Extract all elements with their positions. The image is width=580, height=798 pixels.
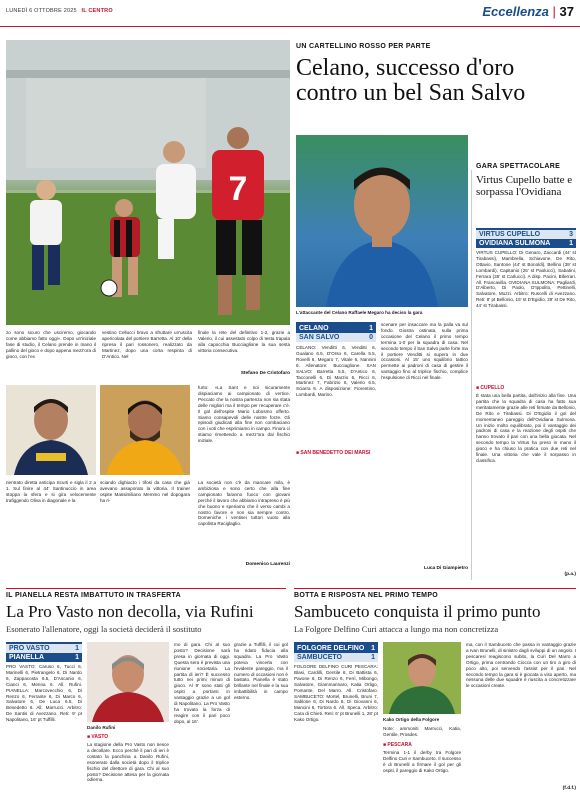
bottom-right-score-home [294,644,378,653]
player-photo-right [100,385,190,475]
bottom-left-place: ■ VASTO [87,734,109,740]
bottom-right-score-away [294,653,378,662]
bottom-left-deck: Esonerato l'allenatore, oggi la società deciderà il sostituto [6,624,202,634]
bottom-right-score-b: 1 [371,654,375,661]
ortigo-photo [383,642,461,714]
top-headline-line-2: contro un bel San Salvo [296,80,526,107]
sidebar-score-b: 1 [569,240,573,247]
header-dateline [6,8,113,14]
top-body-lower-3: sciando dighiacto i tifosi da casa che già avevano assaporato la vittoria. Il trainer ospite Massimiliano Memmo nel dopogara ha ri- [100,480,190,503]
page-header [0,0,580,27]
bottom-right-note: Note: ammoniti Marrucci, Katia, Gentile, Prosdes. [383,726,461,737]
top-body-lower-2: rientrato diretta anticipa Scurti e sigla il 2 a 1. Sul finire al 44' Santinuccio in area stoppa la sfera e si gira velocemente trafiggendo Oliva in diagonale e la [6,480,96,503]
bottom-right-body-2: ma, con il Sambuceto che passa in vantaggio grazie a Ivan Brunelli, di sinistro dagli sviluppi di un angolo. I pescaresi reagiscono subito, la Curi Del Marro a Ortigo, prima centrando Ciocca con un tiro a giro di poco alto, poi servendo l'assist per il pari. Nel secondo tempo la gara si è giocata a viso aperto, ma nessuna delle due squadre è riuscita a concretizzare le occasioni create. [466,642,576,689]
players-illustration [6,40,290,325]
rufini-illustration [87,642,169,722]
bottom-right-team-b: SAMBUCETO [297,654,342,661]
header-paper: IL CENTRO [81,8,113,14]
sidebar-team-a: VIRTUS CUPELLO [479,231,541,238]
bottom-right-lineups: FOLGORE DELFINO CURI PESCARA: Blasi, Cardilli, Gentile 6, Di Battista 6, Pavone 6, Di Renzo 6, Ferri, Mibongo, Salvatore, Giammarinaro, Katia Orligo, Pomante, Del Marro. All. Cristofaro. SAMBUCETO: Mortel, Brunelli, Bruni 7, Sablone 6, Di Nardo 6, Di Giovanni 6, Mancini 6, Tortora 6. All. Speca. Arbitro: Cara di Chieti. Reti: 6' pt Brunelli 1, 28' pt Kako Ortigo. [294,664,378,723]
header-date: LUNEDÌ 6 OTTOBRE 2025 [6,8,77,14]
top-body-right: finale la rete del definitivo 1-2, grazie a Valerio, il cui assestato colpo di testa trapala alla capocchia Bucciaglione la sua sesta vittoria consecutiva. [198,330,290,353]
top-body-lower-4: La società non c'è da mancare mila, è ambiziosa e sono certo che alla fine campionato faranno fuoco con giovani perché il lavoro che abbiamo intrapreso è più che buono e speriamo che il verso cambi a nostro favore e non sia sempre contro. Domeniche i ventisei tuttori vuoto alla capolista Raciglaglio. [198,480,290,527]
sidebar-body: È stata una bella partita, dall'inizio alla fine. Una partita che la squadra di casa ha fatto sua meritatamente grazie alle reti firmate da Bellonio, De Rito e Tirabassi. Di D'Egidio il gol del momentaneo pareggio dell'Ovidiana Sulmona. Un inizio molto equilibrato, poi il vantaggio dei padroni di casa e la reazione degli ospiti che hanno trovato il pari con una bella giocata. Nel secondo tempo la Virtus ha preso in mano il gioco e ha chiuso la pratica con due reti nel finale. Una vittoria che vale il sorpasso in classifica. [476,393,576,463]
top-place: ■ SAN BENEDETTO DEI MARSI [296,450,371,456]
bottom-left-score-b: 1 [75,654,79,661]
top-body-right-col: scenare per insaccare ma la palla va sul fondo. Giostra ostinata, sulla prima occasione del Celano il primo tempo termina 1-0 per la squadra di casa. Nel secondo tempo il San Salvo parte forte ma il portiere Venditti si supera in due occasioni. Al 15' uno squilibrio tattico permette ai padroni di casa di gestire il vantaggio fino al triplice fischio, complice l'espulsione di Ricci nel finale. [381,322,468,381]
player-left-illustration [6,385,96,475]
top-score-b: 0 [369,334,373,341]
jersey-number: 7 [228,170,248,208]
header-section: Eccellenza | 37 [482,4,574,19]
top-score-away [296,333,376,342]
megaro-photo [296,135,468,307]
bottom-right-headline: Sambuceto conquista il primo punto [294,602,541,621]
bottom-left-score-home [6,644,82,653]
bottom-right-rule [294,588,576,589]
bottom-left-score-away [6,653,82,662]
player-photo-left [6,385,96,475]
sidebar-place-label: CUPELLO [480,385,505,391]
page-number: 37 [559,4,574,19]
top-signature-right-col: Luca Di Giampietro [424,566,468,571]
sidebar-lineups: VIRTUS CUPELLO: Di Genaro, Zaccardi (44' st Tirabassi), Mambrella, Schiavone, De Rito, Ottavio, Santone (44' st Bonoldi), Bellino (39' st Lombardi), Capitanio (25' st Paolucci), Sabatini, Ferrara (35' st Carlucci). A disp. Pacini, Biferrari. All. Francavilla. OVIDIANA SULMONA: Pagliardi, D'Alberto, Di Paolo, D'Ippolito, Pettinelli, Salvatore, Muzzi. Arbitro: Ruscelli di Avezzano. Reti: 8' pt Bellonio, 15' st D'Egidio, 29' st De Rito, 44' st Tirabassi. [476,250,576,309]
bottom-left-body-3: grazie a Tuffilli, il cui gol ha ridato fiducia alla squadra. La Pro Vasto poteva vincerla con l'evidente pareggio, ma il numero di occasioni non è bastato. Pianella è stato brillante nel finale e la sua imbattibilità in campo esterno. [234,642,288,701]
ortigo-illustration [383,642,461,714]
bottom-right-place-label: PESCARA [387,742,412,748]
top-body-left: zo sono sicuro che usciremo, giocando come abbiamo fatto oggi». Dopo un'iniziale fase di studio, il Celano prende in mano il pallino del gioco e dopo appena mezz'ora di gioco, con l'ex [6,330,96,359]
bottom-right-kicker: BOTTA E RISPOSTA NEL PRIMO TEMPO [294,592,439,599]
bottom-right-body: Termina 1-1 il derby tra Folgore Delfino Curi e Sambuceto. Il successo è di Brunelli a firmare il gol per gli ospiti, il pareggio di Kako Ortigo. [383,750,461,773]
sidebar-divider [471,170,472,580]
portrait-illustration [296,135,468,307]
top-score-a: 1 [369,325,373,332]
top-place-label: SAN BENEDETTO DEI MARSI [300,450,371,456]
top-team-b: SAN SALVO [299,334,340,341]
bottom-right-score-a: 1 [371,645,375,652]
bottom-left-scoreboard [6,642,82,662]
sidebar-kicker: GARA SPETTACOLARE [476,163,561,170]
bottom-right-scoreboard [294,642,378,662]
top-headline [296,56,576,106]
bottom-left-body: La stagione della Pro Vasto non riesce a decollare. Ecco perché il pari di ieri è costato la panchina a Danilo Rufini, esonerato dalla società dopo il triplice fischio del direttore di gara. Chi al suo posto? Decisione attesa per la giornata odierna. [87,742,169,783]
bottom-right-signature: (f.d.f.) [562,786,576,791]
rufini-photo [87,642,169,722]
sidebar-score-a: 3 [569,231,573,238]
top-team-a: CELANO [299,325,329,332]
bottom-left-team-b: PIANELLA [9,654,44,661]
bottom-left-score-a: 1 [75,645,79,652]
top-score-home [296,324,376,333]
section-name: Eccellenza [482,4,549,19]
bottom-left-team-a: PRO VASTO [9,645,50,652]
player-right-illustration [100,385,190,475]
match-photo [6,40,290,325]
top-body-mid: vestino Cellucci bravo a sfruttare un'uscita apericolata del portiere Barretta. Al 10' della ripresa il pari rossonero, realizzato da Martinez, dopo una corta respinta di D'Antico. Nel [102,330,192,359]
top-signature-lower: Domenico Laurenzi [245,562,290,567]
bottom-right-place: ■ PESCARA [383,742,412,748]
top-lineups: CELANO: Venditti 6, Venditti 6, Gualano 6.5, D'Orso 6, Carella 5.5, Rovelli 6, Megaro 7, Vitale 6, Nannini 6. Allenatore: Bucciaglione. SAN SALVO: Barretta 5.5, D'Antico 6, Tacconelli 6, Di Marzio 6, Ricci 6, Martinez 7, Fabrizio 6, Valerio 6.5, Sciarra 6. A disposizione: Fiorentino, Lombardi, Marino. [296,345,376,398]
bottom-left-place-label: VASTO [91,734,109,740]
top-kicker: UN CARTELLINO ROSSO PER PARTE [296,43,431,50]
rufini-photo-caption: Danilo Rufini [87,725,116,730]
bottom-left-rule [6,588,286,589]
top-scoreboard [296,322,376,342]
bottom-left-body-2: mo di gara. Chi al suo posto? Decisione sarà presa in giornata di oggi. Questa sera è prevista una riunione societaria. La partita di ieri? È successo tutto nei primi minuti di gioco. Al 9' sono stati gli ospiti a portarsi in vantaggio grazie a un gol di Napolitano. La Pro Vasto ha trovato la forza di reagire con il pari poco dopo, al 16'. [174,642,230,724]
sidebar-place: ■ CUPELLO [476,385,505,391]
sidebar-score-home [476,230,576,239]
top-headline-line-1: Celano, successo d'oro [296,55,515,81]
sidebar-score-away [476,239,576,248]
sidebar-headline: Virtus Cupello batte e sorpassa l'Ovidiana [476,174,573,198]
megaro-photo-caption: L'attaccante del Celano Raffaele Megaro ha deciso la gara [296,310,423,315]
bottom-left-kicker: IL PIANELLA RESTA IMBATTUTO IN TRASFERTA [6,592,181,599]
sidebar-team-b: OVIDIANA SULMONA [479,240,551,247]
bottom-left-headline: La Pro Vasto non decolla, via Rufini [6,602,254,621]
ortigo-photo-caption: Kako Ortigo della Folgore [383,717,440,722]
top-body-lower-1: furto: «La Sant e noi sicuramente dispiaciamo ai campionato di vertice. Peccato che la nostra partenza non sia stata delle migliori ma il tempo per recuperare c'è. Il gol dell'ospite Mario Lobosmo offerto. Siamo consapevoli delle nostre forze. Gli episodi giudicati alla fine non combaciano con i voti che esprimiamo in campo. Finora ci stiamo rimettendo a mezz'ora dal fischio iniziale. [198,385,290,444]
bottom-left-lineups: PRO VASTO: Caruso 6, Tucci 6, Marinelli 6, Pietrangelo 6, Di Nardo 6, Zappacosta 6.5, D'Ascanio 6, Cianci 6, Menna 6. All. Rufini. PIANELLA: Marcovecchio 6, Di Renzo 6, Ferrante 6, Di Marco 6, Salvatore 6, De Luca 6.5, Di Benedetto 6. All. Marrucci. Arbitro: De Santis di Avezzano. Reti: 9' pt Napolitano, 16' pt Tuffilli. [6,664,82,723]
bottom-right-team-a: FOLGORE DELFINO [297,645,365,652]
sidebar-scoreboard [476,228,576,248]
bottom-right-deck: La Folgore Delfino Curi attacca a lungo ma non concretizza [294,624,499,634]
top-signature-right: Stefano De Cristofaro [240,371,290,376]
sidebar-signature: (p.a.) [564,572,576,577]
